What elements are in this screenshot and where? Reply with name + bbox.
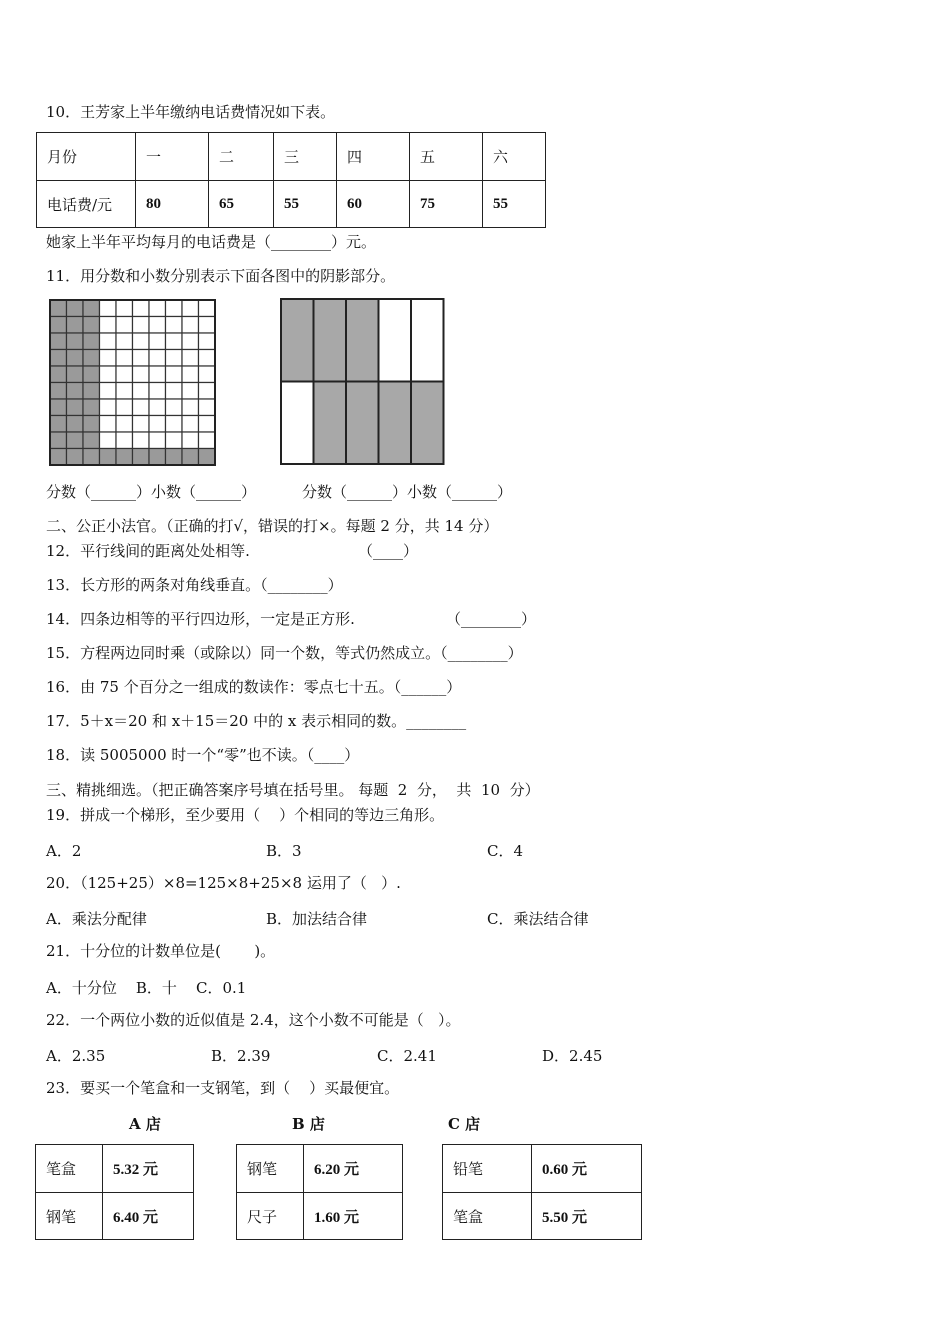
hundred-square-grid [48,298,218,468]
bar-cell [379,299,412,382]
bar-cell-shaded [281,299,314,382]
bar-cell-shaded [379,382,412,465]
header-cell: 一 [136,133,209,181]
grid-square [166,333,183,350]
grid-square [116,300,133,317]
grid-square [116,350,133,367]
grid-square [133,399,150,416]
item-cell: 笔盒 [443,1193,532,1240]
grid-square [199,333,216,350]
grid-square [116,317,133,334]
grid-square [149,416,166,433]
grid-square-shaded [199,449,216,466]
grid-square-shaded [50,300,67,317]
grid-square-shaded [67,300,84,317]
q11-answer-right: 分数（______）小数（______） [302,483,513,501]
grid-square [116,366,133,383]
grid-square [100,399,117,416]
item-cell: 钢笔 [36,1193,103,1240]
store-b-table [236,1144,403,1240]
grid-square-shaded [50,432,67,449]
grid-square-shaded [67,416,84,433]
grid-square [133,333,150,350]
grid-square [166,432,183,449]
grid-square [116,383,133,400]
q11-answer-left: 分数（______）小数（______） [46,483,257,501]
q19: 19．拼成一个梯形，至少要用（ ）个相同的等边三角形。 [46,806,445,824]
section2-title: 二、公正小法官。（正确的打√，错误的打×。每题 2 分，共 14 分） [46,517,499,535]
grid-square [166,350,183,367]
grid-square [100,350,117,367]
price-cell: 5.50 元 [532,1193,642,1240]
q22-option-d: D．2.45 [542,1047,603,1065]
bar-cell [281,382,314,465]
grid-square-shaded [50,350,67,367]
grid-square [199,383,216,400]
price-cell: 5.32 元 [103,1145,194,1193]
q19-option-a: A．2 [46,842,82,860]
grid-square [166,317,183,334]
q22: 22．一个两位小数的近似值是 2.4，这个小数不可能是（ ）。 [46,1011,461,1029]
store-a-title: A 店 [129,1115,161,1133]
grid-square-shaded [149,449,166,466]
grid-square [182,300,199,317]
grid-square-shaded [83,317,100,334]
grid-square [116,432,133,449]
q10-title: 10．王芳家上半年缴纳电话费情况如下表。 [46,103,336,121]
price-cell: 1.60 元 [304,1193,403,1240]
grid-square-shaded [50,399,67,416]
grid-square [199,300,216,317]
ten-bar-grid [279,297,447,467]
grid-square [182,383,199,400]
row-label: 电话费/元 [37,181,136,228]
grid-square [182,432,199,449]
q21: 21．十分位的计数单位是( )。 [46,942,276,960]
q14: 14．四条边相等的平行四边形，一定是正方形. [46,610,355,628]
q20: 20．（125+25）×8=125×8+25×8 运用了（ ）. [46,874,401,892]
grid-square [199,350,216,367]
q17: 17．5＋x＝20 和 x＋15＝20 中的 x 表示相同的数。________ [46,712,467,730]
grid-square-shaded [166,449,183,466]
q22-option-b: B．2.39 [211,1047,271,1065]
header-cell: 月份 [37,133,136,181]
header-cell: 六 [483,133,546,181]
grid-square [166,300,183,317]
grid-square-shaded [50,449,67,466]
grid-square [199,432,216,449]
grid-square [199,416,216,433]
price-cell: 0.60 元 [532,1145,642,1193]
q18: 18．读 5005000 时一个“零”也不读。（____） [46,746,360,764]
grid-square-shaded [67,317,84,334]
q14-blank: （________） [446,610,537,628]
grid-square [149,432,166,449]
q22-option-c: C．2.41 [377,1047,437,1065]
q10-question: 她家上半年平均每月的电话费是（________）元。 [46,233,377,251]
fee-cell: 80 [136,181,209,228]
grid-square-shaded [67,449,84,466]
grid-square-shaded [67,432,84,449]
grid-square [166,416,183,433]
grid-square [182,399,199,416]
store-c-table [442,1144,642,1240]
grid-square [100,333,117,350]
grid-square [133,432,150,449]
grid-square [133,416,150,433]
store-a-table [35,1144,194,1240]
grid-square [100,300,117,317]
bar-cell-shaded [346,299,379,382]
price-cell: 6.40 元 [103,1193,194,1240]
fee-cell: 55 [274,181,337,228]
bar-cell-shaded [314,299,347,382]
grid-square [100,432,117,449]
q13: 13．长方形的两条对角线垂直。（________） [46,576,343,594]
q20-option-a: A．乘法分配律 [46,910,147,928]
grid-square [133,317,150,334]
item-cell: 笔盒 [36,1145,103,1193]
q15: 15．方程两边同时乘（或除以）同一个数，等式仍然成立。（________） [46,644,523,662]
grid-square [149,333,166,350]
header-cell: 三 [274,133,337,181]
grid-square [182,366,199,383]
grid-square [199,366,216,383]
bar-cell-shaded [314,382,347,465]
grid-square-shaded [83,383,100,400]
q11-title: 11．用分数和小数分别表示下面各图中的阴影部分。 [46,267,396,285]
grid-square [199,317,216,334]
price-cell: 6.20 元 [304,1145,403,1193]
grid-square-shaded [83,350,100,367]
grid-square [182,350,199,367]
grid-square-shaded [67,399,84,416]
grid-square [100,366,117,383]
q16: 16．由 75 个百分之一组成的数读作：零点七十五。（______） [46,678,462,696]
grid-square [116,399,133,416]
q23: 23．要买一个笔盒和一支钢笔，到（ ）买最便宜。 [46,1079,400,1097]
fee-cell: 75 [410,181,483,228]
item-cell: 钢笔 [237,1145,304,1193]
section3-title: 三、精挑细选。（把正确答案序号填在括号里。 每题 2 分， 共 10 分） [46,781,540,799]
grid-square-shaded [50,366,67,383]
grid-square [116,416,133,433]
fee-cell: 65 [209,181,274,228]
grid-square [100,416,117,433]
grid-square [116,333,133,350]
grid-square-shaded [83,300,100,317]
grid-square [149,366,166,383]
grid-square-shaded [67,383,84,400]
grid-square [149,399,166,416]
grid-square-shaded [67,333,84,350]
bar-cell-shaded [411,382,444,465]
bar-cell-shaded [346,382,379,465]
phone-fee-table [36,132,546,228]
store-b-title: B 店 [292,1115,325,1133]
grid-square-shaded [83,416,100,433]
grid-square [166,399,183,416]
grid-square-shaded [116,449,133,466]
grid-square [133,366,150,383]
grid-square [149,383,166,400]
grid-square [133,300,150,317]
q19-option-b: B．3 [266,842,302,860]
q12: 12．平行线间的距离处处相等. [46,542,250,560]
grid-square [133,350,150,367]
grid-square [149,317,166,334]
grid-square [133,383,150,400]
grid-square-shaded [50,317,67,334]
grid-square [182,416,199,433]
q22-option-a: A．2.35 [46,1047,106,1065]
grid-square-shaded [182,449,199,466]
fee-cell: 55 [483,181,546,228]
store-c-title: C 店 [448,1115,481,1133]
grid-square-shaded [67,350,84,367]
q20-option-c: C．乘法结合律 [487,910,589,928]
q20-option-b: B．加法结合律 [266,910,368,928]
grid-square-shaded [67,366,84,383]
grid-square-shaded [83,399,100,416]
grid-square-shaded [100,449,117,466]
grid-square [149,350,166,367]
item-cell: 尺子 [237,1193,304,1240]
q12-blank: （____） [358,542,419,560]
grid-square [199,399,216,416]
grid-square [100,317,117,334]
grid-square-shaded [50,383,67,400]
item-cell: 铅笔 [443,1145,532,1193]
header-cell: 五 [410,133,483,181]
grid-square-shaded [83,449,100,466]
q21-options: A．十分位 B．十 C．0.1 [46,979,247,997]
grid-square-shaded [83,366,100,383]
grid-square [166,383,183,400]
grid-square-shaded [50,416,67,433]
grid-square [182,317,199,334]
header-cell: 四 [337,133,410,181]
grid-square-shaded [50,333,67,350]
fee-cell: 60 [337,181,410,228]
grid-square-shaded [83,333,100,350]
grid-square [166,366,183,383]
grid-square-shaded [83,432,100,449]
grid-square-shaded [133,449,150,466]
q19-option-c: C．4 [487,842,524,860]
grid-square [100,383,117,400]
header-cell: 二 [209,133,274,181]
grid-square [149,300,166,317]
bar-cell [411,299,444,382]
grid-square [182,333,199,350]
